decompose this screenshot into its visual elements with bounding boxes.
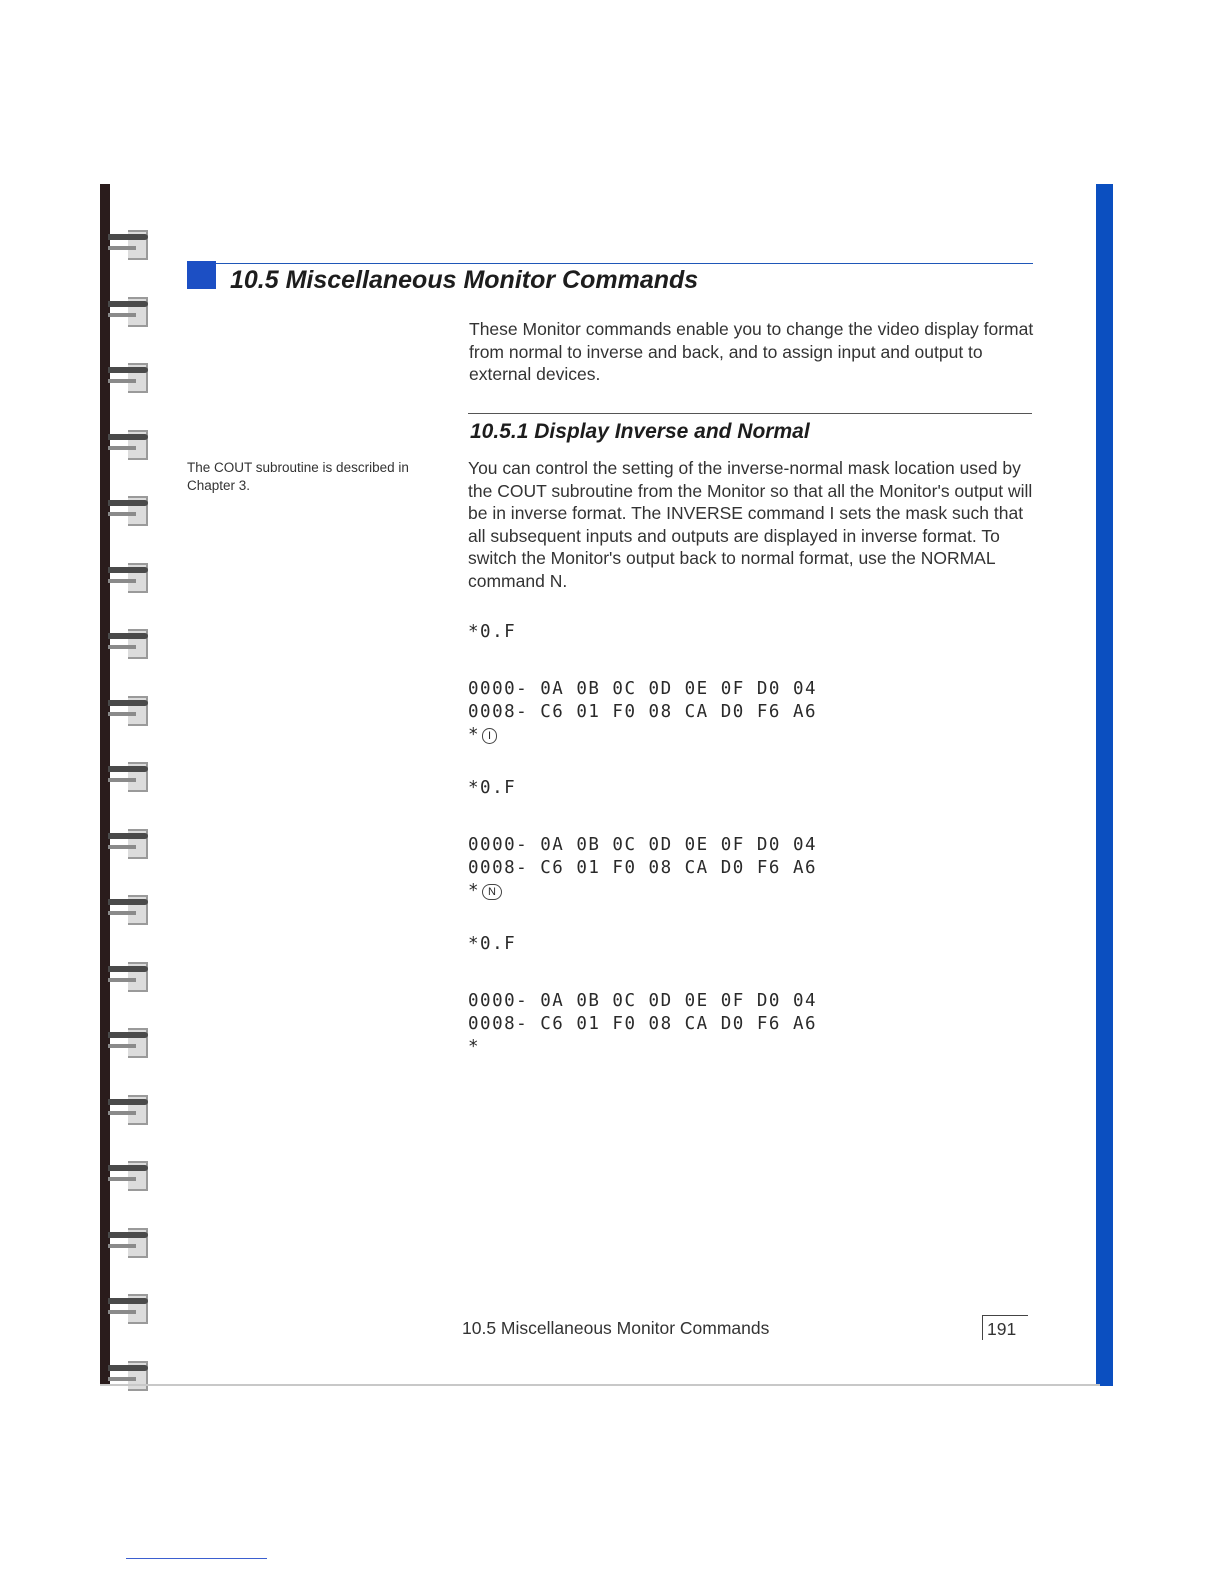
code-command: *0.F xyxy=(468,622,517,642)
code-dump-block xyxy=(468,678,817,747)
spiral-ring xyxy=(108,426,154,460)
code-dump-line: 0000- 0A 0B 0C 0D 0E 0F D0 04 xyxy=(468,991,818,1011)
code-dump-line: 0008- C6 01 F0 08 CA D0 F6 A6 xyxy=(468,1014,818,1034)
section-title: 10.5 Miscellaneous Monitor Commands xyxy=(230,266,699,294)
key-i-icon: I xyxy=(482,728,497,744)
code-dump-line: 0008- C6 01 F0 08 CA D0 F6 A6 xyxy=(468,858,818,878)
spiral-ring xyxy=(108,825,154,859)
code-command: *0.F xyxy=(468,934,517,954)
code-dump-line: 0008- C6 01 F0 08 CA D0 F6 A6 xyxy=(468,702,818,722)
code-dump-line: 0000- 0A 0B 0C 0D 0E 0F D0 04 xyxy=(468,679,818,699)
spiral-ring xyxy=(108,1091,154,1125)
prompt-asterisk: * xyxy=(468,1037,481,1057)
page-bottom-edge xyxy=(100,1384,1100,1386)
code-dump-block xyxy=(468,990,817,1059)
spiral-ring xyxy=(108,359,154,393)
code-dump-block xyxy=(468,834,817,903)
spiral-ring xyxy=(108,1157,154,1191)
spiral-ring xyxy=(108,226,154,260)
spiral-ring xyxy=(108,293,154,327)
code-command: *0.F xyxy=(468,778,517,798)
spiral-ring xyxy=(108,1024,154,1058)
section-header-rule xyxy=(188,263,1033,264)
section-intro-paragraph: These Monitor commands enable you to change the video display format from normal to inverse and back, and to assign input and output to external devices. xyxy=(469,319,1034,384)
spiral-ring xyxy=(108,958,154,992)
spiral-binding xyxy=(108,184,154,1386)
code-prompt-line xyxy=(468,1036,817,1059)
key-n-icon: N xyxy=(482,884,502,900)
code-prompt-line xyxy=(468,880,817,903)
spiral-ring xyxy=(108,1290,154,1324)
spiral-ring xyxy=(108,625,154,659)
blue-page-edge xyxy=(1096,184,1113,1386)
code-prompt-line xyxy=(468,724,817,747)
spiral-ring xyxy=(108,891,154,925)
code-dump-line: 0000- 0A 0B 0C 0D 0E 0F D0 04 xyxy=(468,835,818,855)
subsection-rule xyxy=(468,413,1032,414)
spiral-ring xyxy=(108,492,154,526)
prompt-asterisk: * xyxy=(468,725,481,745)
section-marker-square xyxy=(187,261,216,289)
subsection-title: 10.5.1 Display Inverse and Normal xyxy=(470,420,810,443)
link-underline xyxy=(126,1558,267,1559)
spiral-ring xyxy=(108,1224,154,1258)
margin-note: The COUT subroutine is described in Chapter 3. xyxy=(187,460,409,493)
footer-title: 10.5 Miscellaneous Monitor Commands xyxy=(462,1318,770,1338)
spiral-ring xyxy=(108,559,154,593)
spiral-ring xyxy=(108,692,154,726)
subsection-body-paragraph: You can control the setting of the inverse-normal mask location used by the COUT subroutine from the Monitor so that all the Monitor's output will be in inverse format. The INVERSE command I sets the mask such that all subsequent inputs and outputs are displayed in inverse format. To switch the Monitor's output back to normal format, use the NORMAL command N. xyxy=(468,458,1033,591)
page-number: 191 xyxy=(982,1315,1028,1340)
spiral-ring xyxy=(108,758,154,792)
prompt-asterisk: * xyxy=(468,881,481,901)
